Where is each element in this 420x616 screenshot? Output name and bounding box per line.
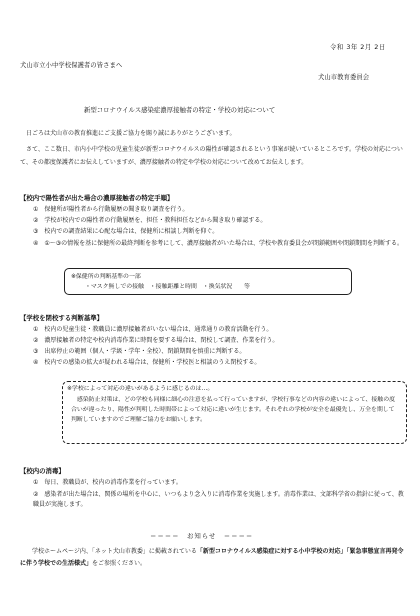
note-box-body: 感染防止対策は、どの学校も同様に細心の注意を払って行っていますが、学校行事などの内容の違いによって、接触の度合いが違ったり、陽性が判明した時間帯によって対応に違いが生じます。それぞれの学校が安全を最優先し、万全を期して判断していますのでご理解ご協力をお願いします。 xyxy=(71,397,395,423)
notice-text-pre: 学校ホームページ内、「ネット犬山市教委」に掲載されている xyxy=(32,548,197,555)
section-heading-closure-criteria: 【学校を閉校する判断基準】 xyxy=(20,314,104,322)
intro-paragraph-2: さて、ここ数日、市内小中学校の児童生徒が新型コロナウイルスの陽性が確認されるという事案が続いているところです。学校の対応について、その都度保護者にお伝えしていますが、濃厚接触者の特定や学校の対応について改めてお伝えします。 xyxy=(20,146,403,166)
intro-paragraph-1: 日ごろは犬山市の教育推進にご支援ご協力を賜り誠にありがとうございます。 xyxy=(26,130,236,137)
list-item: ③ 校内での調査結果に心配な場合は、保健所に相談し判断を仰ぐ。 xyxy=(33,228,219,235)
criteria-box-title: ※保健所の判断基準の一部 xyxy=(71,274,141,280)
list-item: ① 保健所が陽性者から行動履歴の聞き取り調査を行う。 xyxy=(33,206,189,213)
notice-text-post: をご参照ください。 xyxy=(92,560,147,567)
criteria-box-items: ・マスク無しでの接触 ・接触距離と時間 ・換気状況 等 xyxy=(85,284,250,290)
document-title: 新型コロナウイルス感染症濃厚接触者の特定・学校の対応について xyxy=(84,106,276,114)
note-box-title: ※学校によって対応の違いがあるように感じるのは…。 xyxy=(67,386,214,392)
list-item: ② 学校が校内での陽性者の行動履歴を、担任・教科担任などから聞き取り確認する。 xyxy=(33,217,267,224)
notice-bold-titles: 「新型コロナウイルス感染症に対する小中学校の対応」「緊急事態宣言再発令に伴う学校での生活様式」 xyxy=(20,548,404,567)
contact-tracing-steps xyxy=(33,206,405,252)
list-item: ④ ①～③の情報を基に保健所の最終判断を参考にして、濃厚接触者がいた場合は、学校や教育委員会が閉鎖範囲や閉鎖期間を判断する。 xyxy=(33,240,404,247)
health-center-criteria-box xyxy=(64,268,352,295)
list-item: ② 感染者が出た場合は、関係の場所を中心に、いつもより念入りに消毒作業を実施します。消毒作業は、文部科学省の指針に従って、教職員が実施します。 xyxy=(33,491,404,508)
closure-criteria-list xyxy=(33,326,405,370)
list-item: ④ 校内での感染の拡大が疑われる場合は、保健所・学校医と相談のうえ閉校する。 xyxy=(33,359,261,366)
addressee: 犬山市立小中学校保護者の皆さまへ xyxy=(20,61,123,69)
document-date: 令和 3年 2月 2日 xyxy=(330,43,386,51)
disinfection-list xyxy=(33,479,405,513)
notice-text xyxy=(20,546,405,570)
sender: 犬山市教育委員会 xyxy=(318,73,370,81)
list-item: ③ 出席停止の範囲（個人・学級・学年・全校）、閉鎖期間を慎重に判断する。 xyxy=(33,348,246,355)
list-item: ① 校内の児童生徒・教職員に濃厚接触者がいない場合は、通常通りの教育活動を行う。 xyxy=(33,326,273,333)
list-item: ① 毎日、教職員が、校内の消毒作業を行っています。 xyxy=(33,479,182,486)
school-differences-note-box xyxy=(62,381,407,444)
section-heading-contact-tracing: 【校内で陽性者が出た場合の濃厚接触者の特定手順】 xyxy=(20,194,174,202)
notice-heading: ＝＝＝＝ お知らせ ＝＝＝＝ xyxy=(150,532,254,540)
list-item: ② 濃厚接触者の特定や校内消毒作業に時間を要する場合は、閉校して調査、作業を行う。 xyxy=(33,337,279,344)
section-heading-disinfection: 【校内の消毒】 xyxy=(20,467,65,475)
